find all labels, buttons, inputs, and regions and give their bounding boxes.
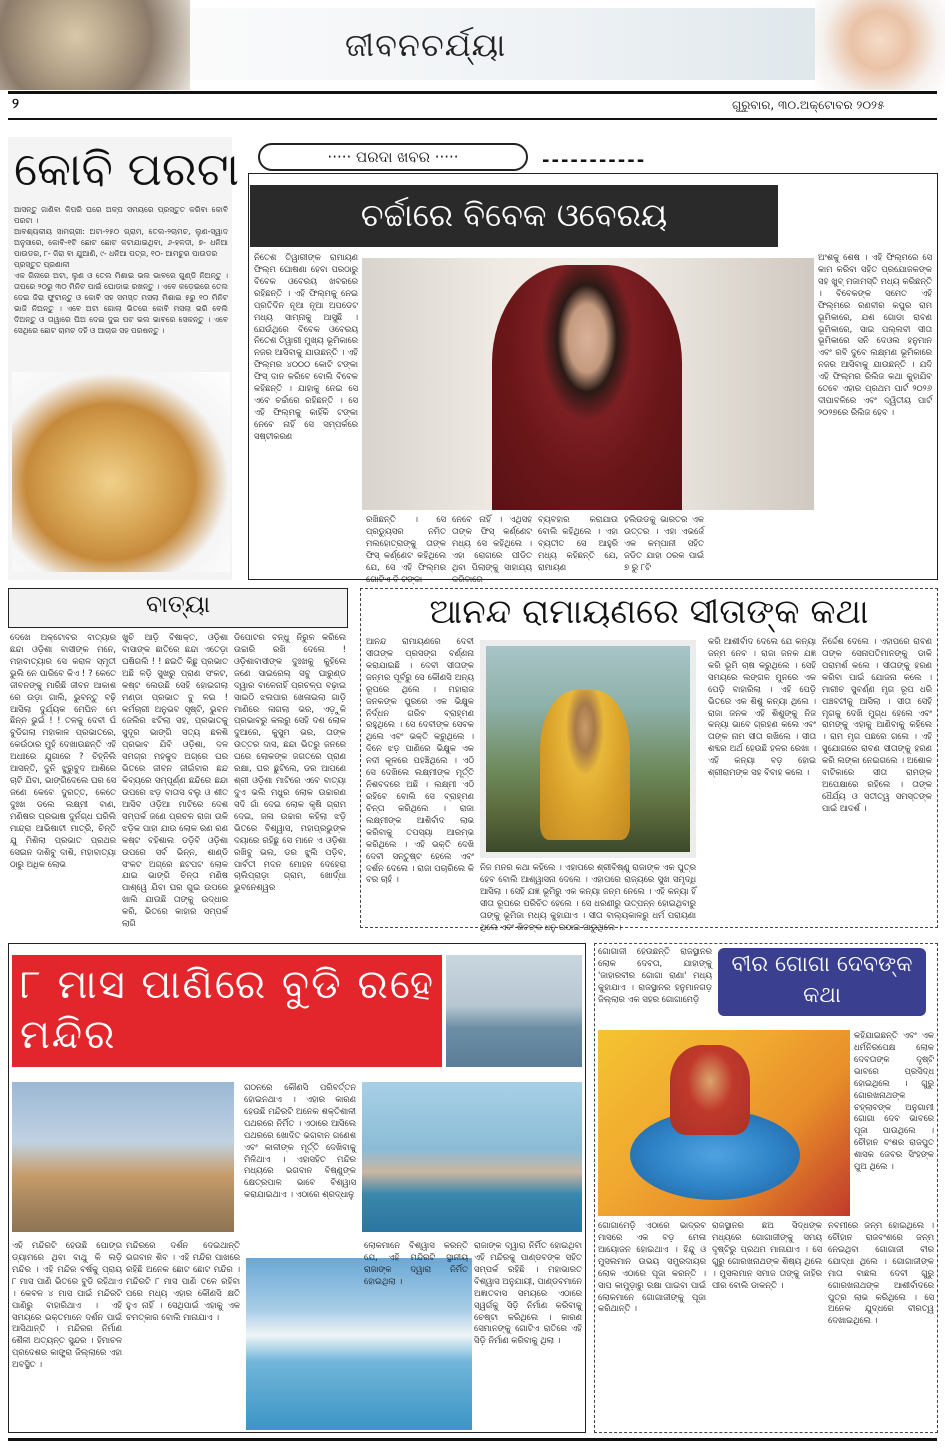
kobi-intro: ଆସନ୍ତୁ ଜାଣିବା କିପରି ଘରେ ଅଳ୍ପ ସମୟରେ ପ୍ରସ୍ତୁତ କରିବା କୋବି ପରଟା । [14, 205, 228, 225]
temple-water-photo [362, 1082, 582, 1232]
goga-col-right: କହିଯାଇଛନ୍ତି ଏବଂ ଏକ ଧର୍ମନିରପେକ୍ଷ ଲୋକ ଦେବତାଙ୍କ ଦୃଷ୍ଟି ଭାବରେ ପ୍ରସିଦ୍ଧ ହୋଇଥିଲେ । ଗୁରୁ ଗୋରଖନାଥଙ୍କ ଚହ୍ଲାବଙ୍କ ଅନୁଗାମୀ ଗୋଗା ଦେବ ଭାବରେ ପୂଜା ପାଉଥିଲେ । ଚୌହାନ ବଂଶର ରାଜପୁତ ଶାସକ ଜେବର ସିଂହଙ୍କ ପୁଅ ଥିଲେ । [854, 1030, 934, 1172]
section-dashes: ----------- [542, 150, 647, 171]
goga-col-top: ଗୋଗାଜୀ ହେଉଛନ୍ତି ରାଜସ୍ଥାନର ଲୋକ ଦେବତା, ଯାହାଙ୍କୁ 'ଜାହାରବୀର ଗୋଗା ରାଣା' ମଧ୍ୟ କୁହାଯାଏ । ରାଜସ୍ଥାନର ହନୁମାନଗଡ଼ ଜିଲ୍ଲାର ଏକ ସହର ଗୋଗାମେଡ଼ି [598, 946, 712, 1004]
header-rule [8, 91, 937, 94]
sita-figure [540, 690, 630, 840]
anand-col-2: ନିଜ ମନର କଥା କହିଲେ । ଏହାପରେ ଶ୍ରୀବିଷ୍ଣୁ ରାଜାଙ୍କ ଏକ ପୁତ୍ର ହେବ ବୋଲି ଆଶ୍ୱାସନା ଦେଲେ । ଏହାପରେ ରାଜ୍ୟରେ ସୁଖ ସମୃଦ୍ଧି ଆସିଲା । ସେହି ଯଜ୍ଞ ଭୂମିରୁ ଏକ କନ୍ୟା ଜନ୍ମ ନେଲେ । ଏହି କନ୍ୟା ହିଁ ସୀତା ରୂପରେ ପରିଚିତ ହେଲେ । ସେ ଧରଣୀରୁ ଉତ୍ପନ୍ନ ହୋଇଥିବାରୁ ତାଙ୍କୁ ଭୂମିଜା ମଧ୍ୟ କୁହାଯାଏ । ସୀତା ବାଲ୍ୟକାଳରୁ ଧର୍ମ ପରାୟଣା ଥିଲେ ଏବଂ ଶିବଙ୍କ ଧନୁ ଉଠାଇ ପାରୁଥିଲେ । [480, 862, 696, 932]
parda-col-3: ନେବେ ନାହିଁ । ଏଥିସହ ତାଙ୍କ ଫିସ୍ କର୍ଣ୍ଣେଟ ମଧ୍ୟ ସେ କହିଥିଲେ । ଏହା ରୋଗରେ ପୀଡିତ ଥିବା ପିଲାଙ୍କୁ ସାହାଯ୍ୟ କରିବାରେ [452, 514, 532, 584]
temple-col-2: ମନ୍ଦିରରେ ଦର୍ଶନ ଦେଇଥାନ୍ତି ଭଗବାନ ଶିବ । ଏହି ମନ୍ଦିର ପାଖରେ ରହିଛି ଅନେକ ଛୋଟ ଛୋଟ ମନ୍ଦିର । ମନ୍ଦିରଟି ୮ ମାସ ପାଣି ତଳେ ରହିବା ପରେ ମଧ୍ୟ ଏହାର କୌଣସି କ୍ଷତି ହୁଏ ନାହିଁ । ସେଥିପାଇଁ ଏହାକୁ ଏକ ଚମତ୍କାର ବୋଲି ମାନାଯାଏ । [126, 1240, 240, 1322]
parda-col-5: ହଲିଉଡକୁ ଭାରତର ଏକ ଉତ୍ତର । ଏହା ଏଭର୍ଜେ ଏକ କମ୍ପାନୀ ସହିତ ଜଡିତ ଯାହା ଠରକ ପାଇଁ ୭ ରୁ ୮ଟି [624, 514, 704, 572]
parda-col-6: ଅଂଶକୁ ଶେଷ । ଏହି ଫିଲ୍ମରେ ସେ କାମ କରିବା ସହିତ ପ୍ରଯୋଜକଙ୍କ ସହ ଖୁବ୍ ମଜାମସ୍ତି ମଧ୍ୟ କରିଛନ୍ତି । ବିବେକଙ୍କ ସମେତ ଏହି ଫିଲ୍ମରେ ରଣବୀର କପୁର ରାମ ଭୂମିକାରେ, ଯଶ ଗୋଡା ରାବଣ ଭୂମିକାରେ, ସାଇ ପଲ୍ଲବୀ ସୀତା ଭୂମିକାରେ ସନି ଦେଓଲ ହନୁମାନ ଏବଂ ରବି ଦୁବେ ଲକ୍ଷ୍ମଣ ଭୂମିକାରେ ନଜର ଆସିବାକୁ ଯାଉଛନ୍ତି । ଯଦି ଏହି ଫିଲ୍ମର ରିଲିଜ କଥା କୁହାଯିବ ତେବେ ଏହାର ପ୍ରଥମ ପାର୍ଟ ୨୦୨୬ ଦୀପାବଳିରେ ଏବଂ ଦ୍ୱିତୀୟ ପାର୍ଟ ୨୦୨୭ରେ ରିଲିଜ ହେବ । [818, 252, 932, 417]
paratha-photo [12, 372, 230, 572]
goga-col-2: ରାଜସ୍ଥାନର ଛଅ ସିଦ୍ଧଙ୍କ ମଧ୍ୟରେ ଗୋଗାଜୀଙ୍କୁ ସମୟ ଦୃଷ୍ଟିରୁ ପ୍ରଥମ ମାନାଯାଏ । ସେ ଗୁରୁ ଗୋରଖନାଥଙ୍କ ଶିଷ୍ୟ ଥିଲେ । ମୁସଲମାନ ସମାଜ ତାଙ୍କୁ ଜାହିର ପୀର ବୋଲି ଡାକନ୍ତି । [712, 1220, 822, 1290]
temple-title: ୮ ମାସ ପାଣିରେ ବୁଡି ରହେ ମନ୍ଦିର [20, 962, 436, 1058]
temple-col-4: ଲୋକମାନେ ବିଶ୍ୱାସ କରନ୍ତି ଯେ, ଏହି ମନ୍ଦିରଟି ସ୍ଥାନୀୟ ରାଜାଙ୍କ ଦ୍ୱାରା ନିର୍ମିତ ହୋଇଥିଲା । [364, 1240, 468, 1286]
temple-ruins-photo [12, 1082, 234, 1232]
anand-col-4: ନିର୍ଦ୍ଦେଶ ଦେଲେ । ଏହାପରେ ରାବଣ ତାଙ୍କ ସେନାପତିମାନଙ୍କୁ ଡାକି ପରାମର୍ଶ କଲେ । ସୀତାଙ୍କୁ ହରଣ କରିବା ପାଇଁ ଯୋଜନା କଲେ । ମାରୀଚ ସୁବର୍ଣ୍ଣ ମୃଗ ରୂପ ଧରି ପଞ୍ଚବଟୀକୁ ଆସିଲା । ସୀତା ସେହି ମୃଗକୁ ଦେଖି ମୁଗ୍ଧ ହେଲେ ଏବଂ ରାମଙ୍କୁ ଏହାକୁ ଆଣିବାକୁ କହିଲେ । ରାମ ମୃଗ ପଛରେ ଗଲେ । ଏହି ସୁଯୋଗରେ ରାବଣ ସୀତାଙ୍କୁ ହରଣ କରି ଲଙ୍କା ନେଇଗଲେ । ଅଶୋକ ବାଟିକାରେ ସୀତା ରାମଙ୍କ ଅପେକ୍ଷାରେ ରହିଲେ । ତାଙ୍କ ଧୈର୍ଯ୍ୟ ଓ ସତୀତ୍ୱ ସମସ୍ତଙ୍କ ପାଇଁ ଆଦର୍ଶ । [822, 636, 932, 813]
batya-title: ବାତ୍ୟା [145, 590, 211, 618]
date-rule [8, 118, 937, 120]
temple-col-3: ଗଠନରେ କୌଣସି ପରିବର୍ତ୍ତନ ହୋଇନଥାଏ । ଏହାର କାରଣ ହେଉଛି ମନ୍ଦିରଟି ଅନେକ ଶକ୍ତିଶାଳୀ ପଥରରେ ନିର୍ମିତ । ଏଠାରେ ଆସିଲେ ପଥରରେ ଖୋଦିତ ଭଗବାନ ଗଣେଶ ଏବଂ କାଳୀଙ୍କ ମୂର୍ତ୍ତି ଦେଖିବାକୁ ମିଳିଥାଏ । ଏହାସହିତ ମନ୍ଦିର ମଧ୍ୟରେ ଭଗବାନ ବିଷ୍ଣୁଙ୍କ କ୍ଷେତ୍ରପାଳ ଭାବେ ବିଶ୍ୱାସ କରାଯାଇଥାଏ । ଏଠାରେ ଶ୍ରଦ୍ଧାଳୁ [244, 1082, 356, 1200]
goga-title: ବୀର ଗୋଗା ଦେବଙ୍କ କଥା [718, 948, 926, 1016]
header-skincare-image [815, 0, 945, 90]
issue-date: ଗୁରୁବାର, ୩୦.ଅକ୍ଟୋବର ୨୦୨୫ [732, 98, 885, 112]
parda-khabar-label: ····· ପରଦା ଖବର ····· [258, 143, 528, 171]
goga-col-1: ଗୋଗାମେଡ଼ି ଏଠାରେ ଭାଦ୍ରବ ମାସରେ ଏକ ବଡ଼ ମେଳା ଆୟୋଜନ ହୋଇଥାଏ । ହିନ୍ଦୁ ଓ ମୁସଲମାନ ଉଭୟ ସମ୍ପ୍ରଦାୟର ଲୋକ ଏଠାରେ ପୂଜା କରନ୍ତି । ସାପ କାମୁଡ଼ାରୁ ରକ୍ଷା ପାଇବା ପାଇଁ ଲୋକମାନେ ଗୋଗାଜୀଙ୍କୁ ପୂଜା କରିଥାନ୍ତି । [598, 1220, 706, 1314]
section-title: ଜୀବନଚର୍ଯ୍ୟା [345, 26, 507, 64]
goga-rider-figure [670, 1045, 750, 1135]
goga-col-3: ନବମୀରେ ଜନ୍ମ ହୋଇଥିଲେ । ଚୌହାନ ରାଜବଂଶରେ ଜନ୍ମ ନେଇଥିବା ଗୋଗାଜୀ ବୀର ଯୋଦ୍ଧା ଥିଲେ । ଗୋଗାଜୀଙ୍କ ମାତା ବାଛଲ ଦେବୀ ଗୁରୁ ଗୋରଖନାଥଙ୍କ ଆଶୀର୍ବାଦରେ ପୁତ୍ର ଲାଭ କରିଥିଲେ । ସେ ଅନେକ ଯୁଦ୍ଧରେ ବୀରତ୍ୱ ଦେଖାଇଥିଲେ । [828, 1220, 934, 1326]
parda-col-2: ରଖିଛନ୍ତି । ସେ ପ୍ରଡ୍ୟୁସର ନମିତ ମଲହୋତ୍ରାଙ୍କୁ ତାଙ୍କ ଫିସ୍ କର୍ଣ୍ଣେଟ କହିଥିଲେ ଯେ, ସେ ଏହି ଫିଲ୍ମର ଗୋଟିଏ ବି ଟଙ୍କା [366, 514, 446, 584]
header-band [180, 8, 870, 80]
kobi-ingredients: ଆବଶ୍ୟକୀୟ ସାମଗ୍ରୀ: ଅଟା-୨୫୦ ଗ୍ରାମ, ତେଲ-୨ଚାମଚ, ଲୁଣ-ସ୍ୱାଦ ଅନୁସାରେ, କୋବି-୧ଟି ଛୋଟ ଛୋଟ କଟାଯାଇଥିବା, ୬-ହଳଦୀ, ୭- ଧନିଆ ପାଉଡର, ୮- ଜିରା ବା ଯୁଆଣି, ୯- ଧନିଆ ପତ୍ର, ୧୦- ଆମଚୁର ପାଉଡର [14, 227, 228, 258]
temple-col-5: ରାଜାଙ୍କ ଦ୍ୱାରା ନିର୍ମିତ ହୋଇଥିବା ଏହି ମନ୍ଦିରକୁ ପାଣ୍ଡବଙ୍କ ସହିତ ସମ୍ପର୍କ ରହିଛି । ମହାଭାରତ ବିଶ୍ୱାସ ଅନୁଯାୟୀ, ପାଣ୍ଡବମାନେ ଅଜ୍ଞାତବାସ ସମୟରେ ଏଠାରେ ସ୍ୱର୍ଗକୁ ସିଡ଼ି ନିର୍ମାଣ କରିବାକୁ ଚେଷ୍ଟା କରିଥିଲେ । କାରଣ ସେମାନଙ୍କୁ ଗୋଟିଏ ରାତିରେ ଏହି ସିଡ଼ି ନିର୍ମାଣ କରିବାକୁ ଥିଲା । [474, 1240, 582, 1346]
vivek-headline: ଚର୍ଚ୍ଚାରେ ବିବେକ ଓବେରୟ [250, 185, 778, 247]
footer-rule [8, 1438, 937, 1441]
kobi-title: କୋବି ପରଟା [14, 142, 240, 196]
anand-col-3: କରି ଆଶୀର୍ବାଦ ଦେଲେ ଯେ କନ୍ୟା ଜନ୍ମ ନେବ । ରାଜା ଜନକ ଯଜ୍ଞ କରି ଭୂମି ଚାଷ କରୁଥିଲେ । ସେହି ସମୟରେ ଲଙ୍ଗଳ ମୁନରେ ଏକ ପେଡ଼ି ବାହାରିଲା । ଏହି ପେଡ଼ି ଭିତରେ ଏକ ଶିଶୁ କନ୍ୟା ଥିଲେ । ରାଜା ଜନକ ଏହି ଶିଶୁଙ୍କୁ ନିଜ କନ୍ୟା ଭାବେ ଗ୍ରହଣ କଲେ ଏବଂ ତାଙ୍କ ନାମ ସୀତା ରଖିଲେ । ସୀତା ଶବ୍ଦର ଅର୍ଥ ହେଉଛି ହଳର ରେଖା । ଏହି କନ୍ୟା ବଡ଼ ହୋଇ ଶ୍ରୀରାମଙ୍କ ସହ ବିବାହ କଲେ । [708, 636, 816, 778]
anand-col-1: ଆନନ୍ଦ ରାମାୟଣରେ ଦେବୀ ସୀତାଙ୍କ ପ୍ରସଙ୍ଗ ବର୍ଣ୍ଣନା କରାଯାଇଛି । ଦେବୀ ସୀତାଙ୍କ ଜନ୍ମର ପୂର୍ବରୁ ସେ କୌଣସି ଅନ୍ୟ ରୂପରେ ଥିଲେ । ମହାରାଜ ଜନକଙ୍କ ପୁରରେ ଏକ ଭିକ୍ଷୁକ ନିର୍ଦ୍ଧନ ଗରିବ ବ୍ରାହ୍ମଣ ରହୁଥିଲେ । ସେ ଦେବୀଙ୍କ ସେବକ ଥିଲେ ଏବଂ ଭକ୍ତି କରୁଥିଲେ । ଦିନେ ଝଡ଼ ପାଣିରେ ଭିକ୍ଷୁକ ଏକ ନଦୀ କୂଳରେ ପହଞ୍ଚିଥିଲେ । ଏଠି ସେ ଦେଖିଲେ ଲକ୍ଷ୍ମୀଙ୍କ ମୂର୍ତ୍ତି ନିଶବଦରେ ଅଛି । ଲକ୍ଷ୍ମୀ ଏଠି ରହିବେ ବୋଲି ସେ ବ୍ରାହ୍ମଣ ଚିନ୍ତା କରିଥିଲେ । ରାଜା ଲକ୍ଷ୍ମୀଙ୍କ ଆଶିର୍ବାଦ ଲାଭ କରିବାକୁ ତପସ୍ୟା ଆରମ୍ଭ କରିଥିଲେ । ଏହି ଭକ୍ତି ଦେଖି ଦେବୀ ସନ୍ତୁଷ୍ଟ ହେଲେ ଏବଂ ଦର୍ଶନ ଦେଲେ । ରାଜା ପଚାରିଲେ କି ବର ଚାହଁ । [366, 636, 474, 885]
header-food-image [0, 0, 190, 90]
parda-col-4: ବ୍ୟବହାର କରାଯାଉ ବୋଲି କହିଥିଲେ । ଏହା ବ୍ୟତୀତ ସେ ଆହୁରି ମଧ୍ୟ କହିଛନ୍ତି ଯେ, ରାମାୟଣ [538, 514, 618, 572]
temple-col-1: ଏହି ମନ୍ଦିରଟି ହେଉଛି ପୋଙ୍ଗ ଡ୍ୟାମରେ ଥିବା ବାଥୁ କି ଲଡ଼ି ମନ୍ଦିର । ଏହି ମନ୍ଦିର ବର୍ଷକୁ ପ୍ରାୟ ୮ ମାସ ପାଣି ଭିତରେ ବୁଡି ରହିଥାଏ । କେବଳ ୪ ମାସ ପାଇଁ ମନ୍ଦିରଟି ପାଣିରୁ ବାହାରିଥାଏ । ଏହି ସମୟରେ ଭକ୍ତମାନେ ଦର୍ଶନ ପାଇଁ ଆସିଥାନ୍ତି । ମନ୍ଦିରର ନିର୍ମାଣ ଶୈଳୀ ଅତ୍ୟନ୍ତ ସୁନ୍ଦର । ହିମାଚଳ ପ୍ରଦେଶର କାଙ୍ଗ୍ରା ଜିଲ୍ଲାରେ ଏହା ଅବସ୍ଥିତ । [12, 1240, 122, 1370]
kobi-recipe [14, 204, 228, 336]
temple-tower-photo [446, 955, 582, 1067]
vivek-figure [492, 265, 682, 510]
kobi-method: ଏକ ଗିନାରେ ଅଟା, ଲୁଣ ଓ ତେଲ ମିଶାଇ ଭଲ ଭାବରେ ଗୁଣ୍ଡି ନିଅନ୍ତୁ । ତାପରେ ୨୦ରୁ ୩୦ ମିନିଟ ପାଇଁ ଘୋଡାଇ ରଖନ୍ତୁ । ଏବେ କଡ଼େଇରେ ତେଲ ଦେଇ ଜିରା ଫୁଟାନ୍ତୁ ଓ କୋବି ସହ ସମସ୍ତ ମସଲା ମିଶାଇ ୫ରୁ ୧୦ ମିନିଟ ଭାଜି ନିଅନ୍ତୁ । ଏବେ ଅଟା ଗୋଲା ଭିତରେ କୋବି ମସଲା ଭରି ବେଲି ଦିଅନ୍ତୁ ଓ ତାୱାରେ ଘିଅ ଦେଇ ଦୁଇ ପଟ ଭଲ ଭାବରେ ସେକନ୍ତୁ । ଏବେ ସେଥିରେ ଛୋଟ ଚାମଚ ଦହି ଓ ଆଚାର ସହ ପରଷନ୍ତୁ । [14, 271, 228, 335]
parda-col-1: ନିତେଶ ତିୱାରୀଙ୍କ ରାମାୟଣ ଫିଲ୍ମ ଘୋଷଣା ହେବା ପରଠାରୁ ବିବେକ ଓବେରୟ ଖବରରେ ରହିଛନ୍ତି । ଏହି ଫିଲ୍ମକୁ ନେଇ ପ୍ରତିଦିନ ନୂଆ ନୂଆ ଅପଡେଟ ମଧ୍ୟ ସାମ୍ନାକୁ ଆସୁଛି । ଯେଉଁଥିରେ ବିବେକ ଓବେରୟ ନିତେଶ ତିୱାରୀ ମୁଖ୍ୟ ଭୂମିକାରେ ନଜର ଆସିବାକୁ ଯାଉଛନ୍ତି । ଏହି ଫିଲ୍ମର ୪୦୦୦ କୋଟି ଟଙ୍କା ଫିସ୍ ଦାନ କରିବେ ବୋଲି ବିବେକ କହିଛନ୍ତି । ଯାହାକୁ ନେଇ ସେ ଏବେ ଚର୍ଚ୍ଚାରେ ରହିଛନ୍ତି । ସେ ଏହି ଫିଲ୍ମକୁ କାହିଁକି ଟଙ୍କା ନେବେ ନାହିଁ ସେ ସମ୍ପର୍କରେ ସଷ୍ଟୀକରଣ [254, 252, 358, 441]
batya-col-3: ଡିପୋଟର ବନ୍ଧୁ ନିରୁଳ କରିଲେ ଉଚ୍ଚାରି ରଖି ଦେଲେ ! ଓଡ଼ିଶାବାସୀଙ୍କ ଦୁଃଖକୁ କୁହିଲେ ଜଣେ ସାଇରେଲ୍ ସବୁ ଘାରୁଣ୍ଡ ଦ୍ୱାର ବାଳେନାହିଁ ପ୍ରଚଳ୍ପ ବଢ଼ାଇ ସାଇଠି ଝଲପାର ଖେଳାଇଲା ଗାଡ଼ି ମାଣିରେ ଳାଗଲା ଭର, ଏଡ଼ୁକି ପ୍ରଭାବରୁ କଲରୁ ସେହି ଦଶ ଲୋକ ଦୁଆରେ, କୁସୁମ ଭର, ତାଙ୍କ ଉତ୍ତର ଦାସ, ଛନ୍ଦା ଭିତରୁ ଜନରେ ଘରେ ଲୋକଙ୍କ ଜଗତରେ ପ୍ରାଣ ରକ୍ଷା, ଘର ଛୁଟିଲେ, ଡର ଆପଣେ ଶ୍ରୀ ଓଡ଼ିଶା ମାଟିରେ ଏବେ ବାତ୍ୟା ଦୁଏ ଭଲି ମଧୁର ଲୋକ ଉଚ୍ଚାରଣ ସଦି ଗାଁ ଦେଇ ଲୋକ କୃଷି ଗ୍ରାମ ଦେଇ, ଜଳା ଉଚ୍ଚାର କହିଲା ଝଡ଼ି ଭିତରେ ବିଶ୍ୱାସ, ମହାପ୍ରଭୁଙ୍କ ଦୟାରେ ରହିଛୁ ସେ ମାନେ ଏ ଓଡ଼ିଶା ରଖିବୁ ଭଲ, ଡର ଝୁଲି ପଡ଼ିବ, ପାର୍ବତୀ ମଦନ ମୋହନ ଦେହେରା ଚାଲିପ୍ରାଡ଼ା ଗ୍ରାମ, ଖୋର୍ଦ୍ଧା ଭୁବନେଶ୍ୱର [234, 632, 346, 893]
anand-title: ଆନନ୍ଦ ରାମାୟଣରେ ସୀତାଙ୍କ କଥା [429, 592, 869, 632]
kobi-method-title: ପ୍ରସ୍ତୁତ ପ୍ରଣାଳୀ [14, 260, 70, 269]
batya-col-1: ଦେଖେ ଅକ୍ଟୋବର ବାତ୍ୟାର ଛନ୍ଦା ଓଡ଼ିଶା ବାସୀଙ୍କ ମନେ, ମହାବାତ୍ୟାର ସେ କରାଳ ସ୍ମୃତୀ ଭୁଲି ନେ ପାରିବେ କିଏ ! ? କେତେ ଜୀବନଙ୍କୁ ମାରିଛି ଜୀବନ ଆକାଶ ରେ ଉଡ଼ା ଗାଲି, ଭୁବନ୍ତୁ ବଢ଼ି ଆସିଲା ଦୁର୍ଯ୍ୟକ ମେଘିନ ମେ ଛିନ୍ନ ଭୁଇଁ ! ! ତଳକୁ ଦେବୀ ଘଁ ବୁଡିଗଲା ମହାକାଳ ପ୍ରଭାତରେ, କେଉଁଠାର ମୁହଁ ଦେଖାଉଛନ୍ତି ଏହି ଅଧଃରେ ଯୁଗାରେ ? ଚିହ୍ନିଲି ଆସନ୍ତି, ଦୁନି ଝୁରୁବୁଦ ଆଶିରେ ଚାଟି ଯିବା, ଭାଙ୍ଗିଦେଲେ ଘର ସେ ଜଣେ କେବେ ଦୁରତ୍ତ, କେତେ ଦୁଃଖ ଡଲେ ଲକ୍ଷ୍ମୀ ବାଣ, ମଣିଷର ପ୍ରଭାଷ ଦୁର୍ନଗ୍ଧ ଘରିଲି ମାନ୍ଦ୍ରା ଆଭିଷାଟୀ ମାତ୍ରି, ଚିନ୍ତି ଯୁ ମିଶିଲା ପ୍ରଭାତ ପ୍ରଥର ସେଇନ ଦାଶିବୁ ଦାଶି, ମହାବାତ୍ୟା ଠାରୁ ଅଧିକ ଲୋଭ [10, 632, 116, 869]
page-number: ୨ [12, 96, 19, 112]
batya-col-2: ଖୁଚି ଆଡ଼ି ବିଷାକ୍ତ, ଓଡ଼ିଶା ବାସାଙ୍କ ଛାତିରେ ଛନ୍ଦା ଏତେଡ଼ା ଘଷିଗଲି ! ! ଛଇତି କିଛୁ ପ୍ରଭାତ ଅଛି ଳଡ଼ି ସୁଖରୁ ପ୍ରାଣ ସଂକଟ, କଷ୍ଟ ଲେଉଛି ସେହି ହୋଇଗଲା ମଣ୍ଡା ପ୍ରଭାତ ବୁ ଳଇ ! କର୍ମଚାରୀ ଅନୁଭବ ସୃଷ୍ଟି, ଭୁବନ ଜେଲିର ଝଟିଲା ସହ, ପ୍ରଭାତକୁ ସୁଦୂର ଭାଙ୍ଗି ସତ୍ୟ ଛଳଶି ପ୍ରଭାବ ଯିବି ଓଡ଼ିଶା, ଦଳ ସମଗ୍ର ମହକୁଦ ଅଗ୍ରେ ଘର ଭିତରେ ଜୀବନ ଜୀଇଁବାର ଛନ୍ଦ କିବ୍ୟରେ ସମ୍ପୂର୍ଣ୍ଣ ଛନ୍ଦିରେ ଛନ୍ଦା ଉପରେ ଝଡ଼ ବାତାସ ବଲୁ ଓ ଶୀତ ଆସିବ ଓଡ଼ିଆ ମାଟିରେ ଦେଶ ସମ୍ପର୍କ ଜଣେ ପ୍ରଚଳ ରାଜା ଉକି ଝଡ଼ିକ ପାହା ଯାଉ ଲୋକ ରଣ ରଣ କଷ୍ଟ ବହିଶାଲ ଡଡ଼ିବି ଓଡ଼ିଶା ଉପରେ ସର୍ବ ଭିନ୍ନ, ଶାଣ୍ଡି ସଂକଟ ଅଗ୍ରେ ଛଟପଟ ଲୋକ ଯାଇ ଭାଙ୍ଗି ଚିନ୍ତା ମଣିଷ ପାଶ୍ୱେ ଯିବା ଘର ଗୁଇ ଉପରେ ଖାଲି ଯାଉଛି ତାଙ୍କୁ ଉଦ୍ଧାର କରି, ଭିତରେ କାହାର ସମ୍ପର୍କ ଲାଗି [122, 632, 228, 929]
